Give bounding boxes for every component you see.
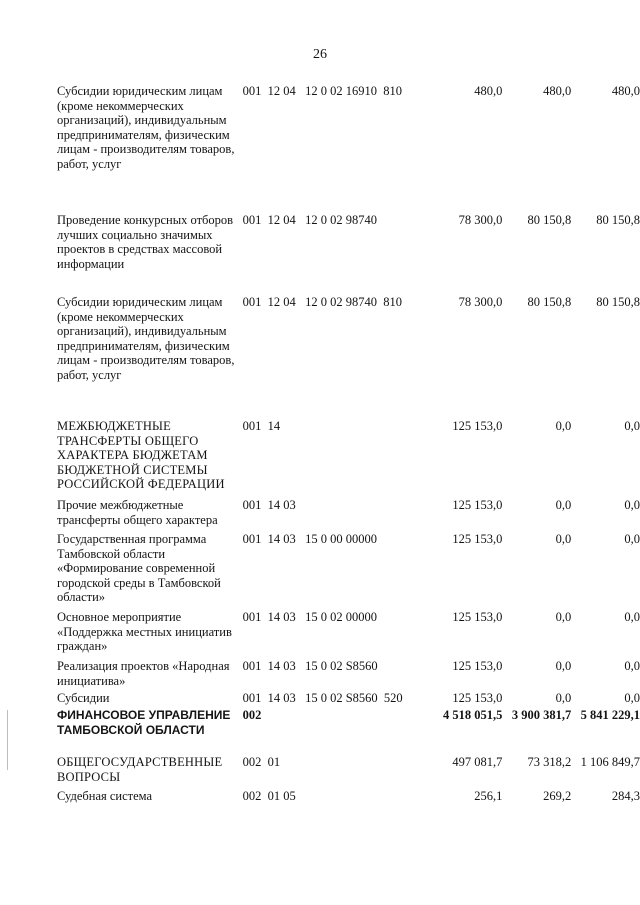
row-name: Основное мероприятие «Поддержка местных инициатив граждан» [57,610,232,653]
row-code: 001 14 03 15 0 00 00000 [242,532,377,546]
row-name: ФИНАНСОВОЕ УПРАВЛЕНИЕ ТАМБОВСКОЙ ОБЛАСТИ [57,708,231,737]
table-row [57,84,640,213]
budget-table [57,84,640,807]
row-value-3: 80 150,8 [596,213,640,227]
row-value-1: 125 153,0 [452,419,503,433]
row-value-3: 0,0 [624,532,640,546]
table-row [57,789,640,807]
row-value-3: 80 150,8 [596,295,640,309]
table-row [57,708,640,755]
row-value-1: 125 153,0 [452,498,503,512]
page-number: 26 [313,47,327,62]
row-value-2: 0,0 [555,498,572,512]
row-code: 001 12 04 12 0 02 98740 [242,213,377,227]
table-row [57,532,640,610]
row-value-2: 480,0 [543,84,572,98]
row-value-3: 0,0 [624,691,640,705]
row-value-1: 4 518 051,5 [443,708,503,722]
row-value-3: 5 841 229,1 [580,708,640,722]
row-name: Судебная система [57,789,153,803]
row-value-2: 3 900 381,7 [511,708,572,722]
row-value-1: 480,0 [474,84,503,98]
row-value-1: 256,1 [474,789,503,803]
row-value-3: 0,0 [624,610,640,624]
row-code: 002 01 05 [242,789,296,803]
table-row [57,498,640,532]
row-value-3: 0,0 [624,498,640,512]
row-value-2: 0,0 [555,610,572,624]
row-code: 002 [242,708,262,722]
row-name: Государственная программа Тамбовской области «Формирование современной городской среды в Тамбовской области» [57,532,221,604]
table-row [57,691,640,708]
row-name: Субсидии [57,691,110,705]
row-name: ОБЩЕГОСУДАРСТВЕННЫЕ ВОПРОСЫ [57,755,223,784]
scan-margin-mark [7,710,8,770]
table-row [57,419,640,498]
row-name: Субсидии юридическим лицам (кроме некоммерческих организаций), индивидуальным предпринимателям, физическим лицам - производителям товаров, работ, услуг [57,84,235,171]
row-value-1: 125 153,0 [452,691,503,705]
row-value-3: 284,3 [611,789,640,803]
row-value-3: 480,0 [611,84,640,98]
row-value-2: 0,0 [555,659,572,673]
row-name: Реализация проектов «Народная инициатива» [57,659,230,688]
row-code: 001 14 03 15 0 02 S8560 520 [242,691,403,705]
row-value-1: 497 081,7 [452,755,503,769]
row-name: Прочие межбюджетные трансферты общего характера [57,498,218,527]
row-value-1: 125 153,0 [452,610,503,624]
row-value-3: 1 106 849,7 [580,755,640,769]
row-code: 001 14 [242,419,281,433]
table-row [57,610,640,659]
row-value-2: 269,2 [543,789,572,803]
row-value-1: 78 300,0 [458,295,503,309]
row-name: МЕЖБЮДЖЕТНЫЕ ТРАНСФЕРТЫ ОБЩЕГО ХАРАКТЕРА БЮДЖЕТАМ БЮДЖЕТНОЙ СИСТЕМЫ РОССИЙСКОЙ ФЕДЕРАЦИИ [57,419,225,491]
row-value-3: 0,0 [624,419,640,433]
table-row [57,295,640,419]
row-value-1: 78 300,0 [458,213,503,227]
row-code: 001 12 04 12 0 02 16910 810 [242,84,402,98]
row-code: 001 14 03 [242,498,296,512]
row-code: 002 01 [242,755,281,769]
row-name: Субсидии юридическим лицам (кроме некоммерческих организаций), индивидуальным предпринимателям, физическим лицам - производителям товаров, работ, услуг [57,295,235,382]
row-value-2: 0,0 [555,419,572,433]
row-code: 001 14 03 15 0 02 00000 [242,610,377,624]
row-code: 001 12 04 12 0 02 98740 810 [242,295,402,309]
row-value-1: 125 153,0 [452,659,503,673]
row-name: Проведение конкурсных отборов лучших социально значимых проектов в средствах массовой информации [57,213,234,271]
table-row [57,659,640,691]
row-value-2: 80 150,8 [527,213,572,227]
table-row [57,213,640,295]
row-value-2: 73 318,2 [527,755,572,769]
table-row [57,755,640,789]
row-value-2: 80 150,8 [527,295,572,309]
row-value-3: 0,0 [624,659,640,673]
row-value-2: 0,0 [555,691,572,705]
row-code: 001 14 03 15 0 02 S8560 [242,659,378,673]
row-value-2: 0,0 [555,532,572,546]
row-value-1: 125 153,0 [452,532,503,546]
